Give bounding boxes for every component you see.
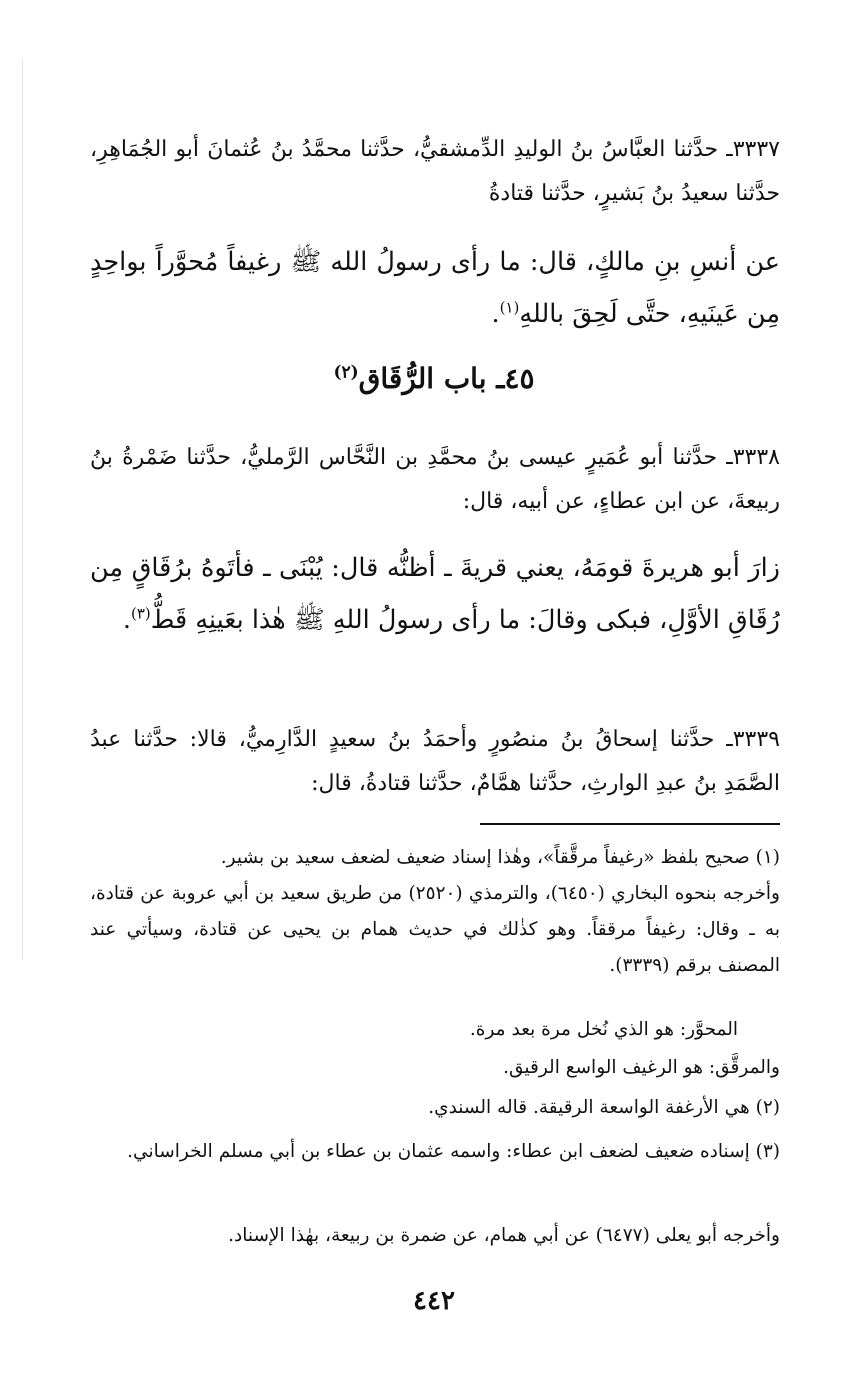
footnote-ref-1: (١) [499, 298, 520, 317]
footnote-separator [480, 823, 780, 825]
footnote-1-verdict [90, 840, 780, 876]
hadith-3339-isnad-text: ٣٣٣٩ـ حدَّثنا إسحاقُ بنُ منصُورٍ وأحمَدُ بنُ سعيدٍ الدَّارِميُّ، قالا: حدَّثنا عبدُ الصَّمَدِ بنُ عبدِ الوارثِ، حدَّثنا همَّامٌ، حدَّثنا قتادةُ، قال: [90, 727, 780, 796]
hadith-3337-isnad [90, 128, 780, 216]
footnote-1-definition-muhawwar [90, 1012, 780, 1048]
hadith-3338-isnad-text: ٣٣٣٨ـ حدَّثنا أبو عُمَيرٍ عيسى بنُ محمَّدِ بن النَّحَّاس الرَّمليُّ، حدَّثنا ضَمْرةُ بنُ ربيعةَ، عن ابن عطاءٍ، عن أبيه، قال: [90, 445, 780, 514]
hadith-3338-isnad [90, 436, 780, 524]
footnote-1-definition-muhawwar-text: المحوَّر: هو الذي نُخل مرة بعد مرة. [469, 1019, 738, 1040]
footnote-1-takhrij [90, 876, 780, 984]
page-number-text: ٤٤٢ [413, 1286, 455, 1316]
chapter-heading [0, 362, 868, 395]
footnote-1-definition-muraqqaq [90, 1050, 780, 1086]
footnote-1-takhrij-text: وأخرجه بنحوه البخاري (٦٤٥٠)، والترمذي (٢٥٢٠) من طريق سعيد بن أبي عروبة عن قتادة، به ـ وقال: رغيفاً مرققاً. وهو كذٰلك في حديث همام بن يحيى عن قتادة، وسيأتي عند المصنف برقم (٣٣٣٩). [90, 883, 780, 976]
hadith-3338-end: . [122, 605, 131, 635]
footnote-3-takhrij-text: وأخرجه أبو يعلى (٦٤٧٧) عن أبي همام، عن ضمرة بن ربيعة، بهٰذا الإسناد. [228, 1225, 780, 1246]
hadith-3339-isnad [90, 718, 780, 806]
footnote-2 [90, 1090, 780, 1126]
hadith-3337-matn-text: عن أنسِ بنِ مالكٍ، قال: ما رأى رسولُ الله ﷺ رغيفاً مُحوَّراً بواحِدٍ مِن عَينَيهِ، حتَّى لَحِقَ باللهِ [90, 247, 780, 329]
footnote-2-text: (٢) هي الأرغفة الواسعة الرقيقة. قاله السندي. [428, 1097, 780, 1118]
footnote-1-definition-muraqqaq-text: والمرقَّق: هو الرغيف الواسع الرقيق. [503, 1057, 780, 1078]
hadith-3337-end: . [491, 299, 500, 329]
footnote-3-verdict-text: (٣) إسناده ضعيف لضعف ابن عطاء: واسمه عثمان بن عطاء بن أبي مسلم الخراساني. [127, 1141, 780, 1162]
footnote-1-verdict-text: (١) صحيح بلفظ «رغيفاً مرقَّقاً»، وهٰذا إسناد ضعيف لضعف سعيد بن بشير. [220, 847, 780, 868]
page-number [0, 1286, 868, 1316]
footnote-ref-3: (٣) [130, 604, 151, 623]
hadith-3337-matn [90, 236, 780, 340]
hadith-3338-matn [90, 542, 780, 646]
hadith-3338-matn-text: زارَ أبو هريرةَ قومَهُ، يعني قريةَ ـ أظنُّه قال: يُبْنَى ـ فأتَوهُ برُقَاقٍ مِن رُقَاقِ الأوَّلِ، فبكى وقالَ: ما رأى رسولُ اللهِ ﷺ هٰذا بعَينِهِ قَطُّ [90, 553, 780, 635]
footnote-3-takhrij [90, 1218, 780, 1254]
chapter-heading-text: ٤٥ـ باب الرُّقَاق [358, 362, 535, 395]
margin-line [22, 60, 23, 960]
footnote-ref-2: (٢) [333, 362, 359, 383]
hadith-3337-isnad-text: ٣٣٣٧ـ حدَّثنا العبَّاسُ بنُ الوليدِ الدِّمشقيُّ، حدَّثنا محمَّدُ بنُ عُثمانَ أبو الجُمَاهِرِ، حدَّثنا سعيدُ بنُ بَشيرٍ، حدَّثنا قتادةُ [90, 137, 780, 206]
footnote-3-verdict [90, 1134, 780, 1170]
